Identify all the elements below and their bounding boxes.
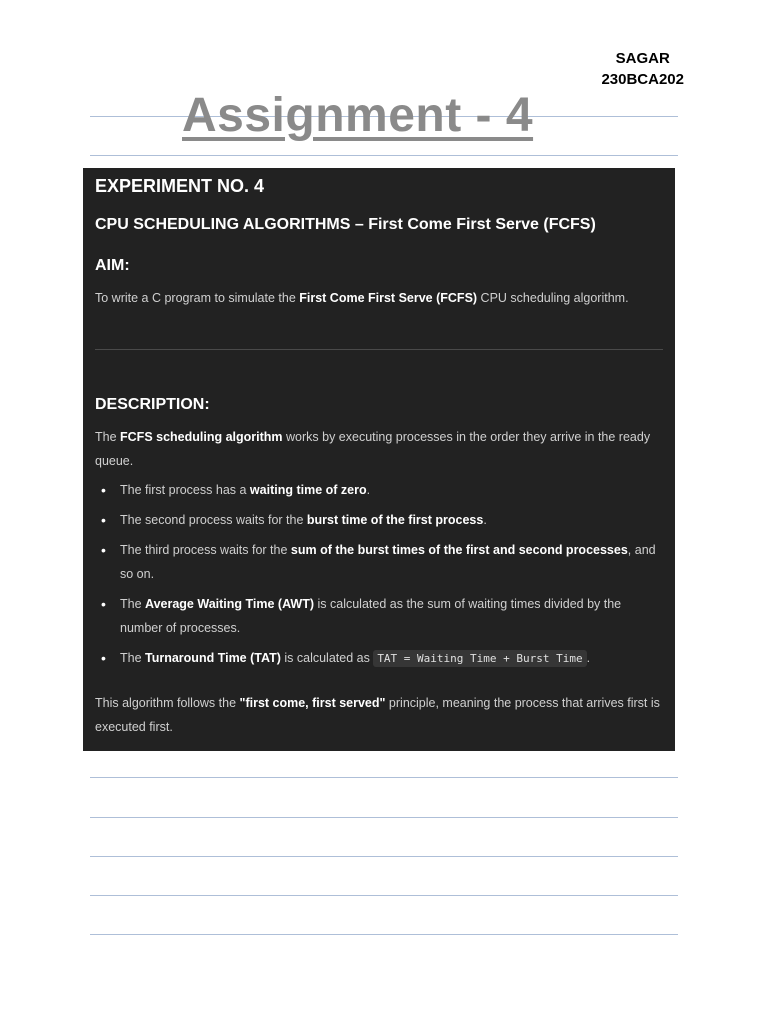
experiment-subtitle: CPU SCHEDULING ALGORITHMS – First Come First Serve (FCFS) — [95, 216, 596, 233]
description-bullet-list — [95, 478, 665, 677]
ruled-line — [90, 934, 678, 935]
student-name: SAGAR — [615, 50, 670, 67]
experiment-heading: EXPERIMENT NO. 4 — [95, 176, 265, 196]
aim-heading: AIM: — [95, 257, 130, 274]
ruled-line — [90, 155, 678, 156]
description-heading: DESCRIPTION: — [95, 396, 210, 413]
aim-text: To write a C program to simulate the First Come First Serve (FCFS) CPU scheduling algorithm. — [95, 291, 629, 305]
experiment-screenshot — [83, 168, 675, 751]
closing-text: This algorithm follows the "first come, first served" principle, meaning the process that arrives first is executed first. — [95, 696, 660, 734]
ruled-line — [90, 856, 678, 857]
list-item: • The Turnaround Time (TAT) is calculated as TAT = Waiting Time + Burst Time . — [95, 646, 665, 671]
tat-formula-code: TAT = Waiting Time + Burst Time — [373, 650, 586, 667]
list-item: • The second process waits for the burst time of the first process. — [95, 508, 665, 532]
list-item: • The third process waits for the sum of the burst times of the first and second processes, and so on. — [95, 538, 665, 586]
student-roll-number: 230BCA202 — [601, 71, 684, 88]
assignment-title: Assignment - 4 — [182, 89, 534, 142]
ruled-line — [90, 777, 678, 778]
list-item: • The Average Waiting Time (AWT) is calculated as the sum of waiting times divided by the number of processes. — [95, 592, 665, 640]
list-item: • The first process has a waiting time of zero. — [95, 478, 665, 502]
section-divider — [95, 349, 663, 350]
description-text: The FCFS scheduling algorithm works by executing processes in the order they arrive in the ready queue. — [95, 430, 651, 468]
ruled-line — [90, 895, 678, 896]
ruled-line — [90, 817, 678, 818]
student-info — [601, 48, 684, 90]
